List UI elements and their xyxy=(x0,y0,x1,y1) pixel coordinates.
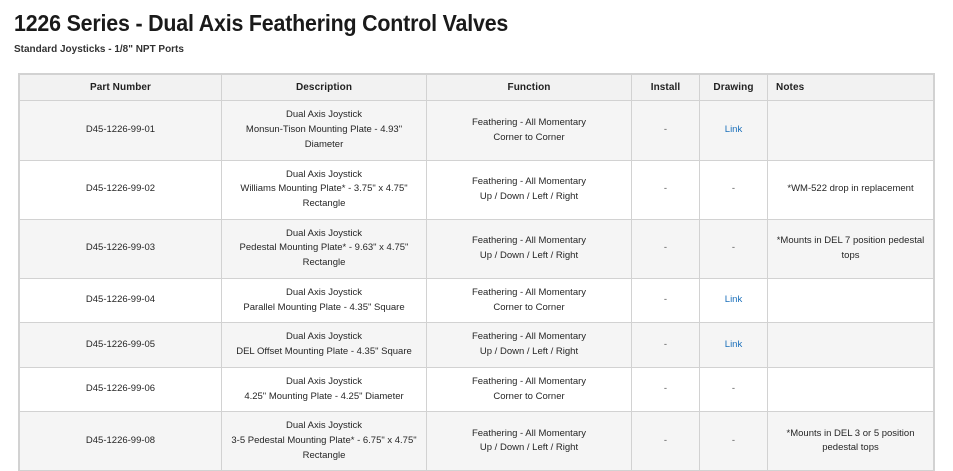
function-line: Feathering - All Momentary xyxy=(471,427,587,439)
install-placeholder: - xyxy=(663,183,668,195)
cell-drawing xyxy=(700,367,768,411)
cell-install xyxy=(632,323,700,367)
cell-function xyxy=(427,367,632,411)
cell-part-number: D45-1226-99-05 xyxy=(20,323,222,367)
drawing-link[interactable]: Link xyxy=(724,338,743,350)
parts-table xyxy=(19,74,934,471)
description-line: Dual Axis Joystick xyxy=(285,420,363,432)
cell-install xyxy=(632,160,700,219)
cell-install xyxy=(632,278,700,322)
function-line: Corner to Corner xyxy=(493,131,565,143)
cell-function xyxy=(427,278,632,322)
install-placeholder: - xyxy=(663,338,668,350)
table-body xyxy=(20,101,934,471)
column-header-install: Install xyxy=(632,75,700,101)
page-title: 1226 Series - Dual Axis Feathering Control Valves xyxy=(14,10,509,36)
function-line: Feathering - All Momentary xyxy=(471,286,587,298)
cell-notes xyxy=(768,367,934,411)
function-line: Up / Down / Left / Right xyxy=(479,442,579,454)
function-line: Up / Down / Left / Right xyxy=(479,190,579,202)
cell-part-number: D45-1226-99-03 xyxy=(20,219,222,278)
function-line: Feathering - All Momentary xyxy=(471,235,587,247)
cell-part-number: D45-1226-99-01 xyxy=(20,101,222,160)
cell-description xyxy=(222,101,427,160)
cell-drawing xyxy=(700,219,768,278)
cell-part-number: D45-1226-99-06 xyxy=(20,367,222,411)
cell-function xyxy=(427,219,632,278)
drawing-placeholder: - xyxy=(731,434,736,446)
cell-description xyxy=(222,323,427,367)
cell-notes: *Mounts in DEL 3 or 5 position pedestal tops xyxy=(768,412,934,471)
page-header xyxy=(0,0,953,55)
drawing-placeholder: - xyxy=(731,242,736,254)
cell-drawing[interactable] xyxy=(700,323,768,367)
description-line: 4.25" Mounting Plate - 4.25" Diameter xyxy=(244,390,404,402)
function-line: Corner to Corner xyxy=(493,390,565,402)
table-row xyxy=(20,323,934,367)
parts-table-wrapper xyxy=(18,73,935,471)
table-row xyxy=(20,367,934,411)
function-line: Feathering - All Momentary xyxy=(471,331,587,343)
drawing-link[interactable]: Link xyxy=(724,124,743,136)
cell-drawing xyxy=(700,160,768,219)
cell-part-number: D45-1226-99-02 xyxy=(20,160,222,219)
function-line: Feathering - All Momentary xyxy=(471,175,587,187)
cell-function xyxy=(427,160,632,219)
table-row xyxy=(20,160,934,219)
column-header-drawing: Drawing xyxy=(700,75,768,101)
table-row xyxy=(20,412,934,471)
table-row xyxy=(20,101,934,160)
cell-part-number: D45-1226-99-08 xyxy=(20,412,222,471)
cell-drawing xyxy=(700,412,768,471)
cell-install xyxy=(632,101,700,160)
description-line: Monsun-Tison Mounting Plate - 4.93" Diameter xyxy=(245,124,403,150)
description-line: Dual Axis Joystick xyxy=(285,109,363,121)
description-line: Pedestal Mounting Plate* - 9.63" x 4.75" Rectangle xyxy=(239,242,409,269)
description-line: DEL Offset Mounting Plate - 4.35" Square xyxy=(236,346,412,358)
cell-description xyxy=(222,412,427,471)
function-line: Up / Down / Left / Right xyxy=(479,346,579,358)
description-line: Dual Axis Joystick xyxy=(285,331,363,343)
cell-drawing[interactable] xyxy=(700,278,768,322)
cell-notes: *WM-522 drop in replacement xyxy=(768,160,934,219)
table-row xyxy=(20,219,934,278)
table-row xyxy=(20,278,934,322)
function-line: Corner to Corner xyxy=(493,301,565,313)
description-line: 3-5 Pedestal Mounting Plate* - 6.75" x 4.75" Rectangle xyxy=(231,434,417,461)
function-line: Feathering - All Momentary xyxy=(471,375,587,387)
install-placeholder: - xyxy=(663,124,668,136)
column-header-part-number: Part Number xyxy=(20,75,222,101)
install-placeholder: - xyxy=(663,383,668,395)
column-header-description: Description xyxy=(222,75,427,101)
cell-description xyxy=(222,219,427,278)
cell-function xyxy=(427,101,632,160)
cell-description xyxy=(222,367,427,411)
cell-description xyxy=(222,278,427,322)
drawing-placeholder: - xyxy=(731,183,736,195)
cell-install xyxy=(632,412,700,471)
description-line: Dual Axis Joystick xyxy=(285,375,363,387)
function-line: Feathering - All Momentary xyxy=(471,116,587,128)
install-placeholder: - xyxy=(663,434,668,446)
description-line: Parallel Mounting Plate - 4.35" Square xyxy=(243,301,405,313)
function-line: Up / Down / Left / Right xyxy=(479,249,579,261)
description-line: Dual Axis Joystick xyxy=(285,227,363,239)
table-header-row xyxy=(20,75,934,101)
install-placeholder: - xyxy=(663,242,668,254)
description-line: Dual Axis Joystick xyxy=(285,286,363,298)
drawing-link[interactable]: Link xyxy=(724,294,743,306)
description-line: Williams Mounting Plate* - 3.75" x 4.75" Rectangle xyxy=(240,183,408,210)
cell-function xyxy=(427,323,632,367)
description-line: Dual Axis Joystick xyxy=(285,168,363,180)
cell-install xyxy=(632,219,700,278)
cell-notes xyxy=(768,278,934,322)
page-subtitle: Standard Joysticks - 1/8" NPT Ports xyxy=(14,43,184,56)
drawing-placeholder: - xyxy=(731,383,736,395)
cell-notes xyxy=(768,323,934,367)
cell-notes: *Mounts in DEL 7 position pedestal tops xyxy=(768,219,934,278)
install-placeholder: - xyxy=(663,294,668,306)
cell-install xyxy=(632,367,700,411)
cell-description xyxy=(222,160,427,219)
table-head xyxy=(20,75,934,101)
cell-part-number: D45-1226-99-04 xyxy=(20,278,222,322)
cell-function xyxy=(427,412,632,471)
cell-notes xyxy=(768,101,934,160)
column-header-notes: Notes xyxy=(768,75,934,101)
cell-drawing[interactable] xyxy=(700,101,768,160)
column-header-function: Function xyxy=(427,75,632,101)
